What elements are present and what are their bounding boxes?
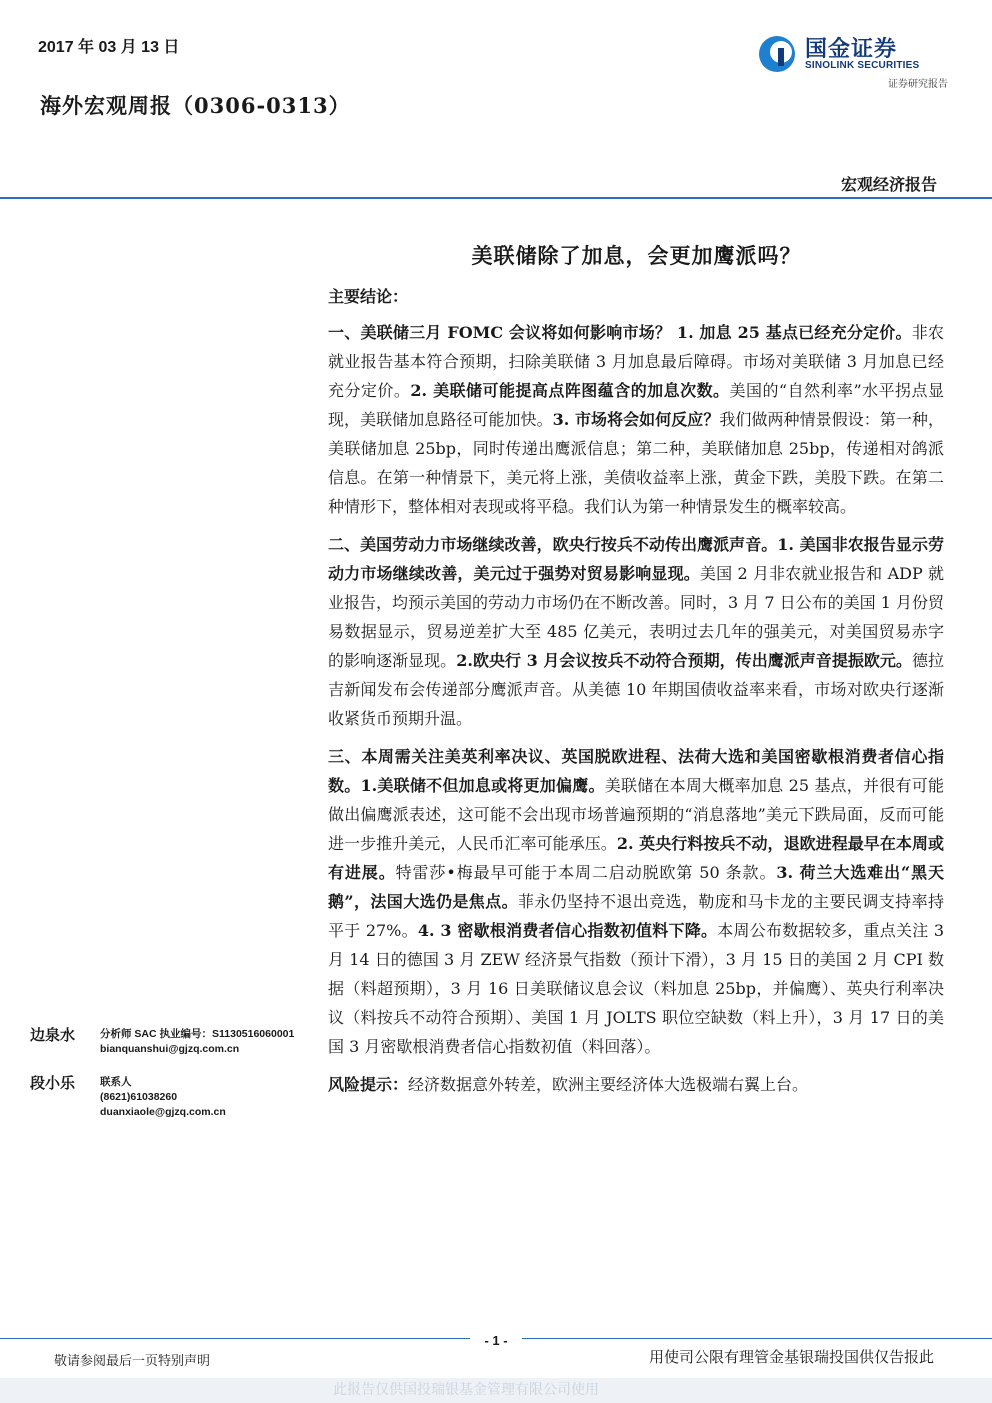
contact-role: 联系人 (100, 1076, 132, 1088)
watermark-text: 此报告仅供国投瑞银基金管理有限公司使用 (333, 1382, 599, 1398)
paragraph-fomc (328, 318, 944, 521)
body-text: 美国 2 月非农就业报告和 ADP 就业报告，均预示美国的劳动力市场仍在不断改善。同时，3 月 7 日公布的美国 1 月份贸易数据显示，贸易逆差扩大至 485 亿美元，表明过去几年的强美元，对美国贸易赤字的影响逐渐显现。 (328, 564, 944, 670)
bold-text: 一、美联储三月 FOMC 会议将如何影响市场？ 1. 加息 25 基点已经充分定价。 (328, 323, 912, 342)
report-category: 宏观经济报告 (840, 175, 937, 194)
watermark-bar (0, 1378, 992, 1403)
analyst-name: 边泉水 (30, 1026, 76, 1044)
bold-text: 2. 美联储可能提高点阵图蕴含的加息次数。 (410, 381, 730, 400)
article-body (328, 318, 944, 1108)
bold-text: 三、本周需关注美英利率决议、英国脱欧进程、法荷大选和美国密歇根消费者信心指数。1.美联储不但加息或将更加偏鹰。 (328, 747, 944, 795)
bold-text: 3. 荷兰大选难出“黑天鹅”，法国大选仍是焦点。 (328, 863, 944, 911)
sinolink-logo-icon (757, 34, 797, 74)
conclusion-label: 主要结论： (328, 287, 409, 306)
body-text: 我们做两种情景假设：第一种，美联储加息 25bp，同时传递出鹰派信息；第二种，美联储加息 25bp，传递相对鸽派信息。在第一种情景下，美元将上涨，美债收益率上涨，黄金下跌，美股下跌。在第二种情形下，整体相对表现或将平稳。我们认为第一种情景发生的概率较高。 (328, 410, 944, 516)
bold-text: 3. 市场将会如何反应？ (552, 410, 720, 429)
body-text: 美国的“自然利率”水平拐点显现，美联储加息路径可能加快。 (328, 381, 944, 429)
body-text: 非农就业报告基本符合预期，扫除美联储 3 月加息最后障碍。市场对美联储 3 月加息已经充分定价。 (328, 323, 944, 400)
body-text: 本周公布数据较多，重点关注 3 月 14 日的德国 3 月 ZEW 经济景气指数（预计下滑），3 月 15 日的美国 2 月 CPI 数据（料超预期），3 月 16 日美联储议息会议（料加息 25bp，并偏鹰）、英央行利率决议（料按兵不动符合预期）、美国 1 月 JOLTS 职位空缺数（料上升），3 月 17 日的美国 3 月密歇根消费者信心指数初值（料回落）。 (328, 921, 944, 1056)
body-text: 特雷莎•梅最早可能于本周二启动脱欧第 50 条款。 (395, 863, 777, 882)
report-series-title: 海外宏观周报（0306-0313） (40, 93, 351, 118)
risk-label: 风险提示： (328, 1075, 409, 1094)
company-logo (755, 30, 950, 92)
body-text: 美联储在本周大概率加息 25 基点，并很有可能做出偏鹰派表述，这可能不会出现市场普遍预期的“消息落地”美元下跌局面，反而可能进一步推升美元，人民币汇率可能承压。 (328, 776, 944, 853)
logo-chinese-text: 国金证券 (805, 36, 898, 61)
disclaimer-note: 敬请参阅最后一页特别声明 (54, 1354, 211, 1369)
logo-subtitle: 证券研究报告 (888, 79, 948, 90)
report-date: 2017 年 03 月 13 日 (38, 39, 180, 56)
bold-text: 2.欧央行 3 月会议按兵不动符合预期，传出鹰派声音提振欧元。 (456, 651, 912, 670)
analyst-email: bianquanshui@gjzq.com.cn (100, 1043, 240, 1055)
body-text: 德拉吉新闻发布会传递部分鹰派声音。从美德 10 年期国债收益率来看，市场对欧央行逐渐收紧货币预期升温。 (328, 651, 944, 728)
paragraph-labor-ecb (328, 530, 944, 733)
bold-text: 2. 英央行料按兵不动，退欧进程最早在本周或有进展。 (328, 834, 944, 882)
usage-note: 用使司公限有理管金基银瑞投国供仅告报此 (648, 1349, 934, 1366)
bold-text: 4. 3 密歇根消费者信心指数初值料下降。 (417, 921, 718, 940)
analyst-sac-id: 分析师 SAC 执业编号：S1130516060001 (100, 1028, 295, 1040)
risk-text: 经济数据意外转差，欧洲主要经济体大选极端右翼上台。 (408, 1075, 809, 1094)
body-text: 菲永仍坚持不退出竞选，勒庞和马卡龙的主要民调支持率持平于 27%。 (328, 892, 944, 940)
header-divider (0, 197, 992, 199)
article-title: 美联储除了加息，会更加鹰派吗？ (471, 243, 802, 268)
contact-name: 段小乐 (30, 1074, 76, 1092)
paragraph-risk (328, 1070, 944, 1099)
logo-english-text: SINOLINK SECURITIES (805, 60, 920, 71)
contact-email: duanxiaole@gjzq.com.cn (100, 1106, 226, 1118)
contact-info (100, 1075, 226, 1120)
contact-phone: (8621)61038260 (100, 1091, 178, 1103)
bold-text: 二、美国劳动力市场继续改善，欧央行按兵不动传出鹰派声音。1. 美国非农报告显示劳动力市场继续改善，美元过于强势对贸易影响显现。 (328, 535, 944, 583)
page-number: - 1 - (470, 1333, 522, 1348)
analyst-info (100, 1027, 294, 1057)
paragraph-week-ahead (328, 742, 944, 1061)
